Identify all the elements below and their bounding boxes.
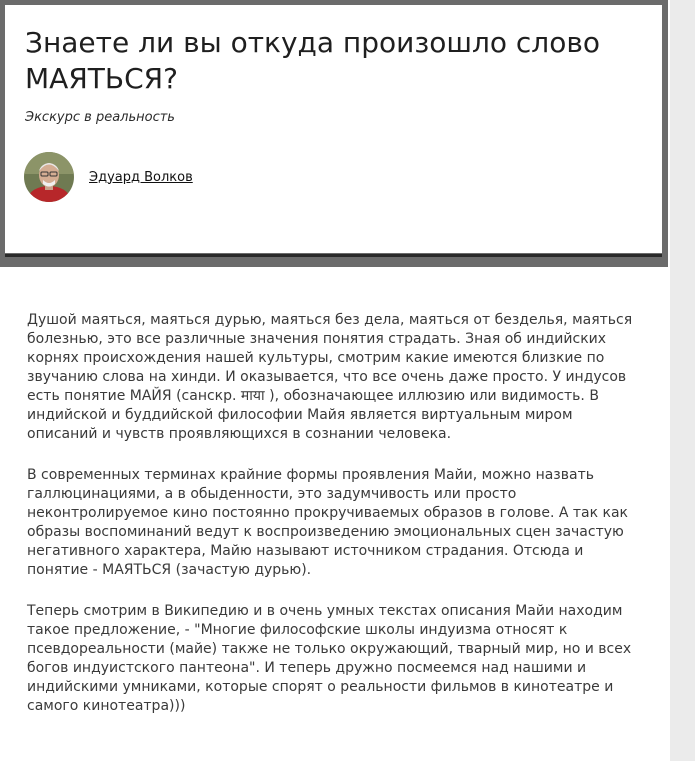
article-title: Знаете ли вы откуда произошло слово МАЯТЬСЯ? (25, 26, 600, 95)
scrollbar-gutter[interactable] (670, 0, 695, 761)
author-name-link[interactable]: Эдуард Волков (89, 169, 193, 185)
article-header-frame (0, 0, 668, 267)
article-paragraph-3: Теперь смотрим в Википедию и в очень умных текстах описания Майи находим такое предложение, - "Многие философские школы индуизма относят к псевдореальности (майе) также не только окружающий, тварный мир, но и всех богов индуистского пантеона". И теперь дружно посмеемся над нашими и индийскими умниками, которые спорят о реальности фильмов в кинотеатре и самого кинотеатра))) (27, 603, 632, 714)
article-body (27, 311, 639, 738)
article-subtitle: Экскурс в реальность (25, 110, 175, 125)
author-block (24, 152, 193, 202)
author-avatar[interactable] (24, 152, 74, 202)
article-paragraph-2: В современных терминах крайние формы проявления Майи, можно назвать галлюцинациями, а в обыденности, это задумчивость или просто неконтролируемое кино постоянно прокручиваемых образов в голове. А так как образы воспоминаний ведут к воспроизведению эмоциональных сцен зачастую негативного характера, Майю называют источником страдания. Отсюда и понятие - МАЯТЬСЯ (зачастую дурью). (27, 467, 629, 578)
article-paragraph-1: Душой маяться, маяться дурью, маяться без дела, маяться от безделья, маяться болезнью, это все различные значения понятия страдать. Зная об индийских корнях происхождения нашей культуры, смотрим какие имеются близкие по звучанию слова на хинди. И оказывается, что все очень даже просто. У индусов есть понятие МАЙЯ (санскр. माया ), обозначающее иллюзию или видимость. В индийской и буддийской философии Майя является виртуальным миром описаний и чувств проявляющихся в сознании человека. (27, 312, 633, 442)
article-header-card (5, 5, 662, 253)
header-divider (5, 254, 662, 257)
